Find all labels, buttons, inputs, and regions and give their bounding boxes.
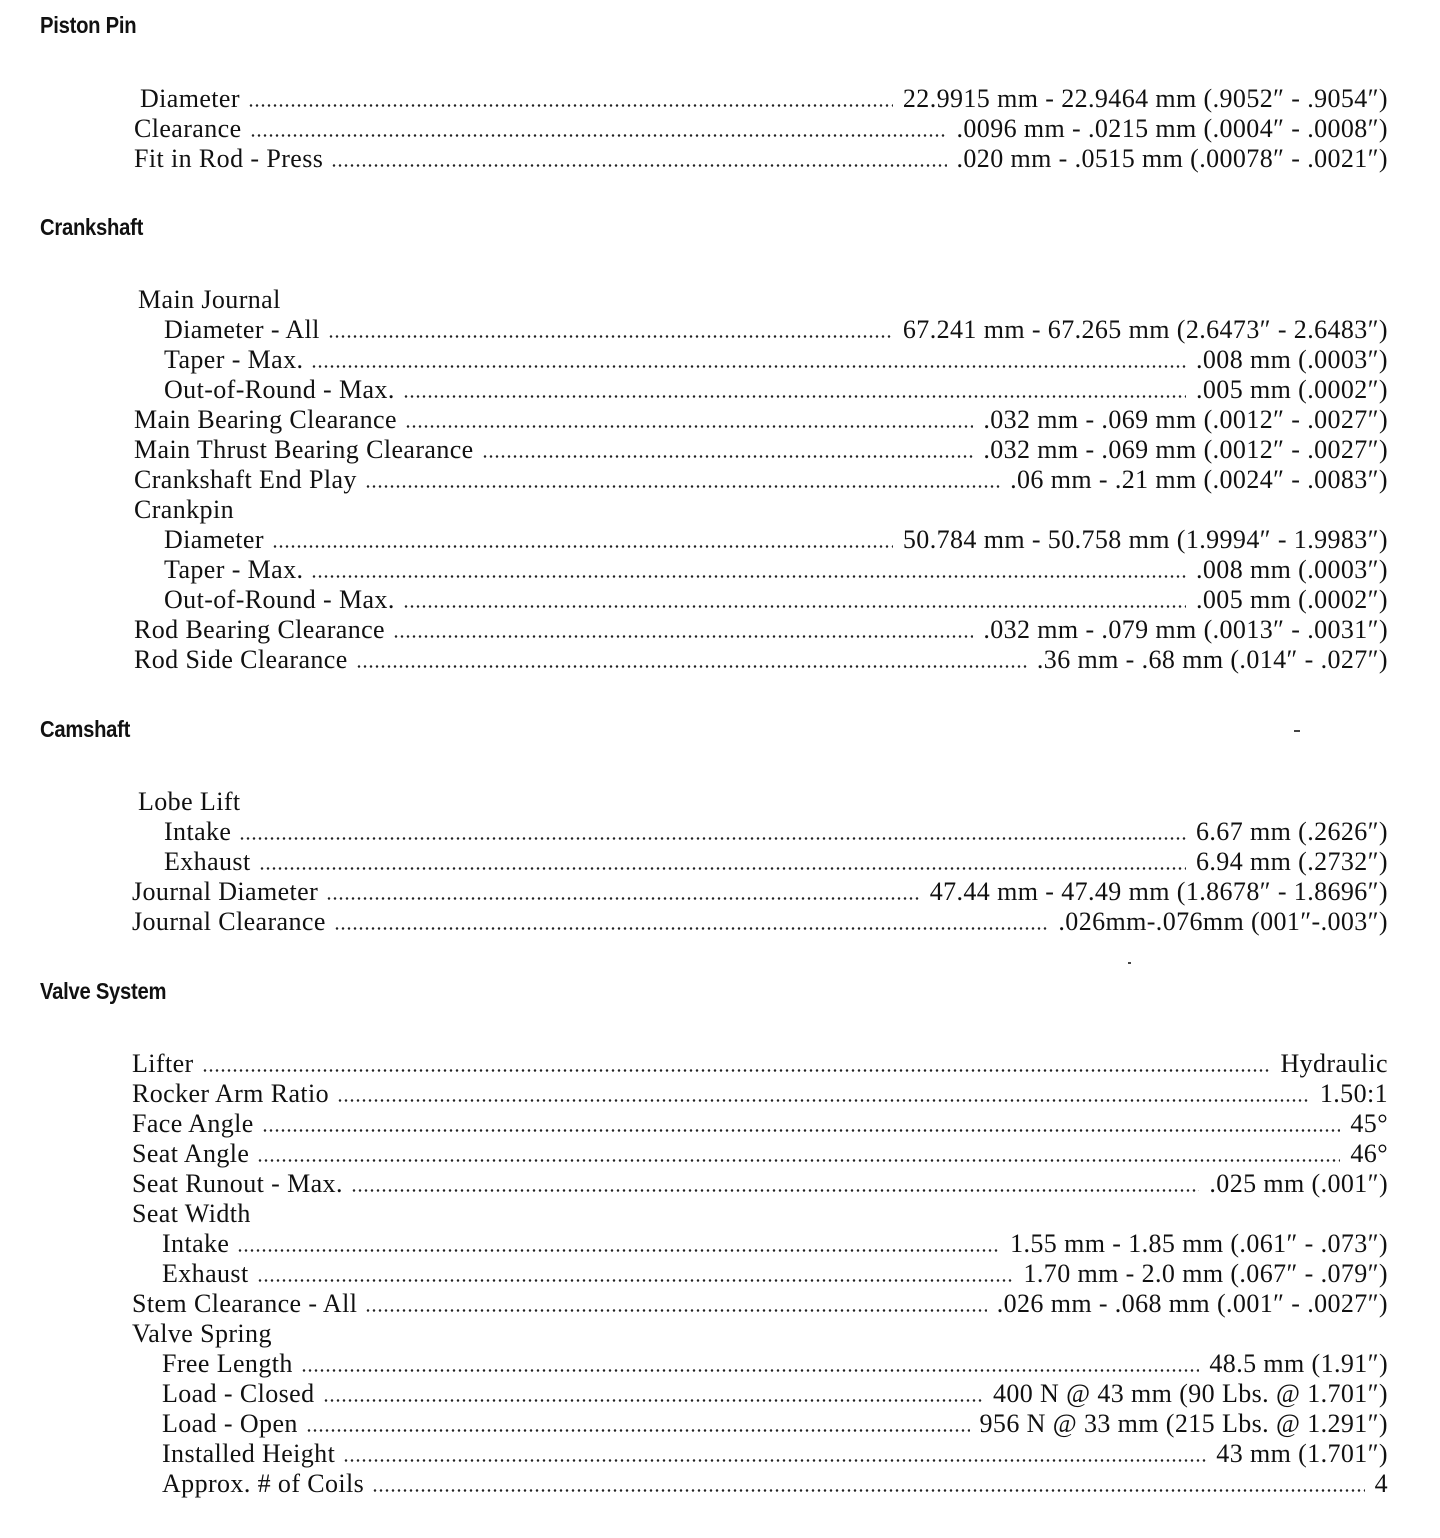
spec-label: Rod Bearing Clearance [134,615,385,644]
spec-row [164,525,1388,555]
spec-label: Face Angle [132,1109,254,1138]
spec-value: 46° [1350,1139,1388,1168]
spec-value: .032 mm - .069 mm (.0012″ - .0027″) [983,435,1388,464]
spec-value: .032 mm - .079 mm (.0013″ - .0031″) [983,615,1388,644]
dot-leader [311,365,1186,368]
spec-value: 6.67 mm (.2626″) [1196,817,1388,846]
dot-leader [248,104,893,107]
dot-leader [405,425,973,428]
dot-leader [259,867,1186,870]
spec-label: Taper - Max. [164,345,304,374]
spec-value: Hydraulic [1280,1049,1388,1078]
spec-row [134,435,1388,465]
subgroup-label-lobe-lift: Lobe Lift [138,787,241,816]
section-heading-crankshaft: Crankshaft [40,214,144,240]
spec-row [164,555,1388,585]
dot-leader [262,1129,1341,1132]
spec-row [164,315,1388,345]
spec-label: Load - Closed [162,1379,315,1408]
spec-row [134,465,1388,495]
subgroup-label-seat-width: Seat Width [132,1199,251,1228]
spec-value: .026 mm - .068 mm (.001″ - .0027″) [996,1289,1388,1318]
dot-leader [331,164,946,167]
spec-row [164,585,1388,615]
spec-row [132,1289,1388,1319]
dot-leader [334,927,1049,930]
spec-label: Main Bearing Clearance [134,405,397,434]
spec-label: Out-of-Round - Max. [164,375,395,404]
section-heading-piston-pin: Piston Pin [40,12,137,38]
spec-label: Intake [164,817,232,846]
spec-value: 47.44 mm - 47.49 mm (1.8678″ - 1.8696″) [929,877,1388,906]
spec-row [162,1349,1388,1379]
spec-label: Fit in Rod - Press [134,144,324,173]
spec-row [162,1229,1388,1259]
spec-label: Stem Clearance - All [132,1289,358,1318]
dot-leader [301,1369,1200,1372]
dot-leader [365,1309,986,1312]
subgroup-label-crankpin: Crankpin [134,495,234,524]
spec-row [162,1409,1388,1439]
spec-label: Journal Clearance [132,907,326,936]
dot-leader [257,1159,1340,1162]
spec-label: Exhaust [164,847,251,876]
spec-value: .026mm-.076mm (001″-.003″) [1058,907,1388,936]
dot-leader [403,605,1186,608]
spec-value: 1.70 mm - 2.0 mm (.067″ - .079″) [1023,1259,1388,1288]
dot-leader [323,1399,983,1402]
spec-label: Seat Runout - Max. [132,1169,343,1198]
spec-label: Main Thrust Bearing Clearance [134,435,474,464]
spec-row [132,907,1388,937]
spec-row [162,1469,1388,1499]
dot-leader [311,575,1186,578]
dot-leader [356,665,1027,668]
section-heading-valve-system: Valve System [40,978,167,1004]
spec-value: 1.55 mm - 1.85 mm (.061″ - .073″) [1010,1229,1388,1258]
spec-label: Diameter [164,525,264,554]
spec-value: .0096 mm - .0215 mm (.0004″ - .0008″) [956,114,1388,143]
spec-row [162,1259,1388,1289]
dot-leader [393,635,973,638]
dot-leader [337,1099,1310,1102]
dot-leader [202,1069,1271,1072]
dot-leader [372,1489,1364,1492]
dot-leader [239,837,1186,840]
spec-value: 67.241 mm - 67.265 mm (2.6473″ - 2.6483″) [902,315,1388,344]
spec-row [134,405,1388,435]
spec-label: Journal Diameter [132,877,319,906]
spec-label: Load - Open [162,1409,298,1438]
spec-label: Lifter [132,1049,194,1078]
dot-leader [365,485,1000,488]
spec-value: 1.50:1 [1319,1079,1388,1108]
spec-value: 4 [1374,1469,1388,1498]
spec-value: 6.94 mm (.2732″) [1196,847,1388,876]
spec-label: Diameter - All [164,315,320,344]
dot-leader [250,134,947,137]
spec-label: Taper - Max. [164,555,304,584]
dot-leader [403,395,1186,398]
spec-row [164,375,1388,405]
spec-row [132,1169,1388,1199]
spec-row [132,1139,1388,1169]
dot-leader [351,1189,1200,1192]
dot-leader [326,897,920,900]
spec-value: .005 mm (.0002″) [1196,375,1388,404]
spec-value: .032 mm - .069 mm (.0012″ - .0027″) [983,405,1388,434]
scan-speck [1294,730,1300,732]
dot-leader [272,545,893,548]
spec-row [134,615,1388,645]
spec-row [140,84,1388,114]
spec-label: Intake [162,1229,230,1258]
dot-leader [257,1279,1014,1282]
scan-speck [1128,962,1131,964]
spec-label: Rod Side Clearance [134,645,348,674]
spec-row [132,1049,1388,1079]
spec-label: Seat Angle [132,1139,250,1168]
dot-leader [306,1429,970,1432]
spec-row [134,645,1388,675]
spec-row [134,114,1388,144]
spec-row [162,1379,1388,1409]
spec-label: Exhaust [162,1259,249,1288]
spec-row [132,877,1388,907]
spec-row [164,345,1388,375]
spec-value: .005 mm (.0002″) [1196,585,1388,614]
subgroup-label-valve-spring: Valve Spring [132,1319,272,1348]
spec-row [164,847,1388,877]
spec-label: Rocker Arm Ratio [132,1079,330,1108]
spec-value: 50.784 mm - 50.758 mm (1.9994″ - 1.9983″) [902,525,1388,554]
spec-label: Out-of-Round - Max. [164,585,395,614]
spec-row [134,144,1388,174]
spec-row [132,1079,1388,1109]
spec-label: Clearance [134,114,242,143]
spec-value: .025 mm (.001″) [1209,1169,1388,1198]
dot-leader [237,1249,1000,1252]
dot-leader [482,455,974,458]
spec-value: .008 mm (.0003″) [1196,555,1388,584]
spec-value: 400 N @ 43 mm (90 Lbs. @ 1.701″) [992,1379,1388,1408]
spec-value: 45° [1350,1109,1388,1138]
spec-value: 22.9915 mm - 22.9464 mm (.9052″ - .9054″) [902,84,1388,113]
spec-value: .06 mm - .21 mm (.0024″ - .0083″) [1010,465,1388,494]
dot-leader [328,335,893,338]
spec-label: Diameter [140,84,240,113]
spec-label: Installed Height [162,1439,336,1468]
spec-row [162,1439,1388,1469]
spec-row [164,817,1388,847]
subgroup-label-main-journal: Main Journal [138,285,281,314]
spec-value: 43 mm (1.701″) [1216,1439,1388,1468]
spec-value: 48.5 mm (1.91″) [1209,1349,1388,1378]
spec-value: 956 N @ 33 mm (215 Lbs. @ 1.291″) [979,1409,1388,1438]
section-heading-camshaft: Camshaft [40,716,131,742]
spec-value: .008 mm (.0003″) [1196,345,1388,374]
spec-value: .36 mm - .68 mm (.014″ - .027″) [1036,645,1388,674]
spec-label: Crankshaft End Play [134,465,357,494]
spec-label: Approx. # of Coils [162,1469,365,1498]
spec-row [132,1109,1388,1139]
spec-value: .020 mm - .0515 mm (.00078″ - .0021″) [956,144,1388,173]
dot-leader [343,1459,1206,1462]
spec-label: Free Length [162,1349,293,1378]
